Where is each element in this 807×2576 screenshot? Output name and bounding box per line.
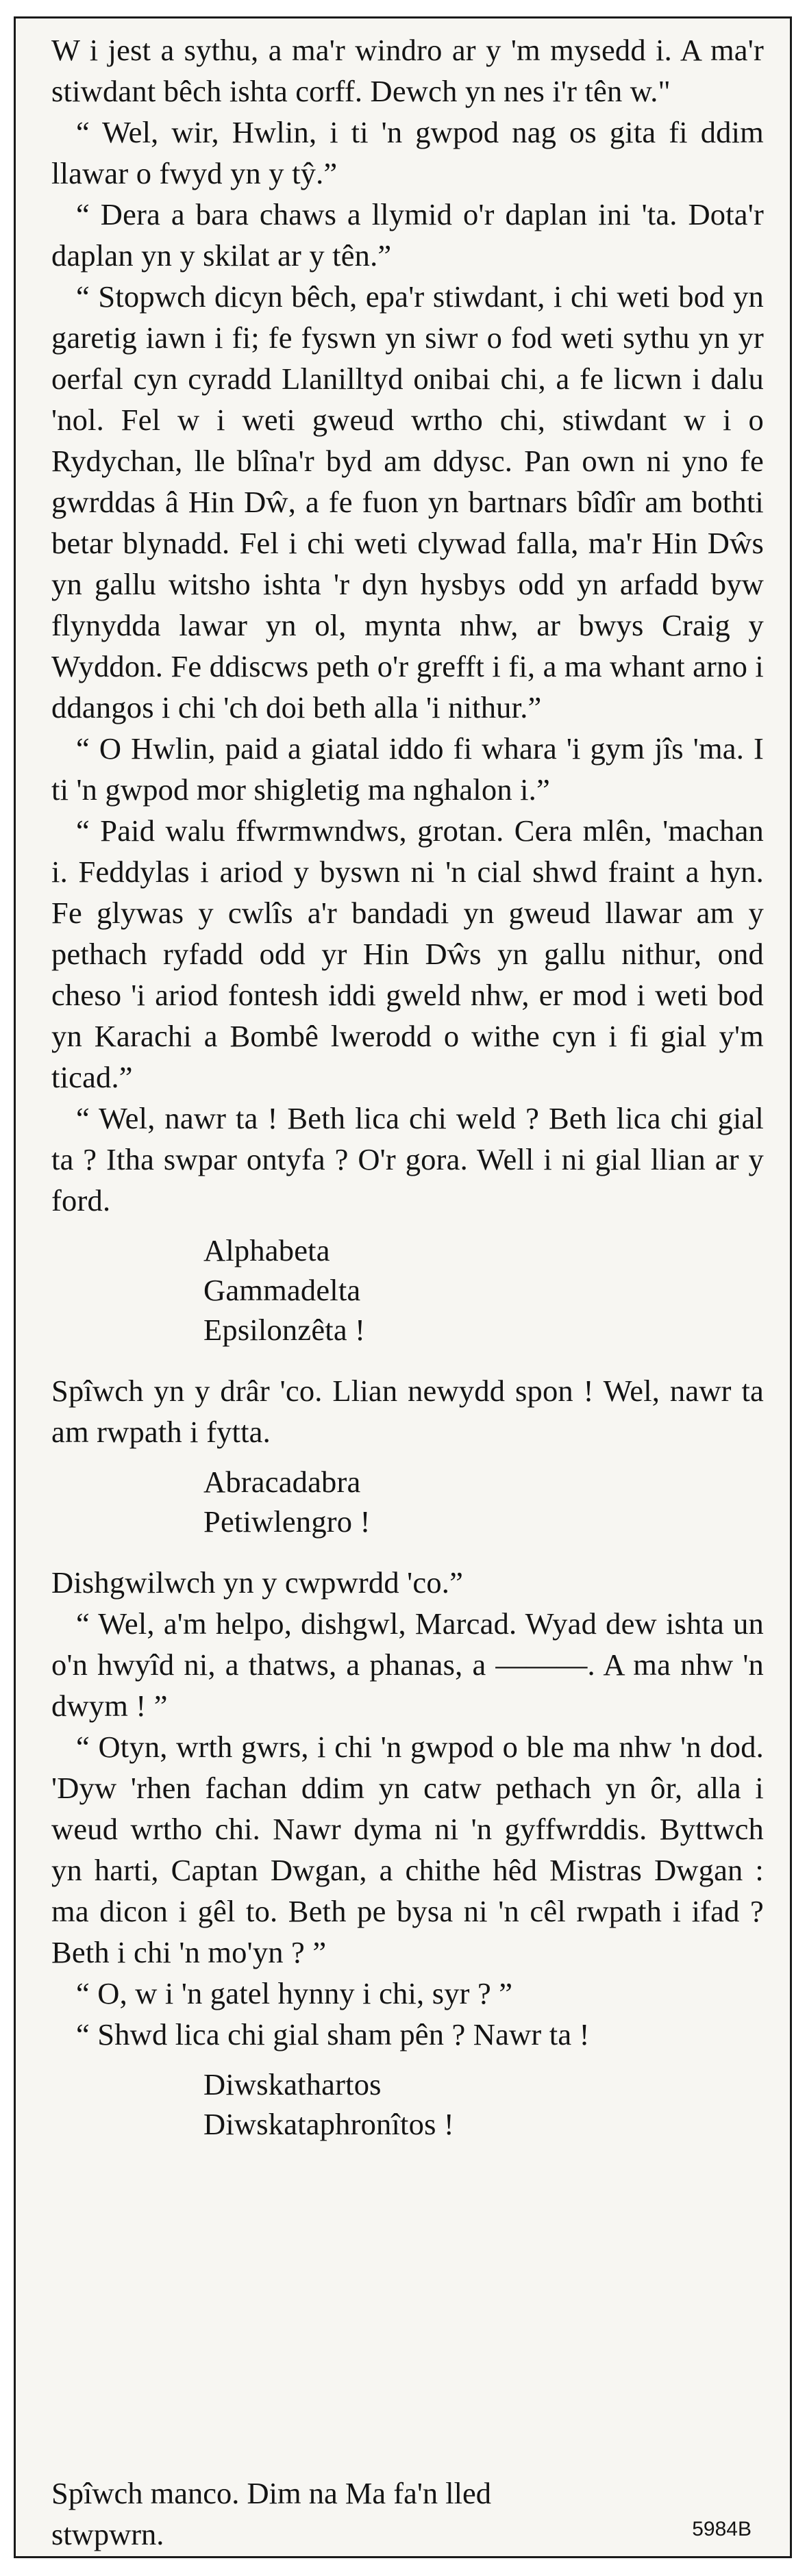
- paragraph: Spîwch yn y drâr 'co. Llian newydd spon ! Wel, nawr ta am rwpath i fytta.: [51, 1374, 764, 1449]
- paragraph: “ Paid walu ffwrmwndws, grotan. Cera mlên, 'machan i. Feddylas i ariod y byswn ni 'n cial shwd fraint a hyn. Fe glywas y cwlîs a'r bandadi yn gweud llawar am y pethach ryfadd odd yr Hin Dŵs yn gallu nithur, ond cheso 'i ariod fontesh iddi gweld nhw, er mod i weti bod yn Karachi a Bombê lwerodd o withe cyn i fi gial y'm ticad.”: [51, 813, 764, 1094]
- paragraph: “ Wel, nawr ta ! Beth lica chi weld ? Beth lica chi gial ta ? Itha swpar ontyfa ? O'r gora. Well i ni gial llian ar y ford.: [51, 1101, 764, 1217]
- paragraph: “ Otyn, wrth gwrs, i chi 'n gwpod o ble ma nhw 'n dod. 'Dyw 'rhen fachan ddim yn catw pethach yn ôr, alla i weud wrtho chi. Nawr dyma ni 'n gyffwrddis. Byttwch yn harti, Captan Dwgan, a chithe hêd Mistras Dwgan : ma dicon i gêl to. Beth pe bysa ni 'n cêl rwpath i ifad ? Beth i chi 'n mo'yn ? ”: [51, 1730, 764, 1969]
- incantation-line: Gammadelta: [203, 1273, 361, 1307]
- paragraph: “ Shwd lica chi gial sham pên ? Nawr ta !: [76, 2017, 590, 2051]
- newspaper-clipping: [14, 16, 792, 2558]
- incantation-line: Alphabeta: [203, 1233, 330, 1267]
- incantation: [51, 2064, 764, 2144]
- incantation: [51, 1230, 764, 1350]
- incantation-line: Epsilonzêta !: [203, 1313, 366, 1347]
- paragraph: “ Stopwch dicyn bêch, epa'r stiwdant, i chi weti bod yn garetig iawn i fi; fe fyswn yn siwr o fod weti sythu yn yr oerfal cyn cyradd Llanilltyd onibai chi, a fe licwn i dalu 'nol. Fel w i weti gweud wrtho chi, stiwdant w i o Rydychan, lle blîna'r byd am ddysc. Pan own ni yno fe gwrddas â Hin Dŵ, a fe fuon yn bartnars bîdîr am bothti betar blynadd. Fel i chi weti clywad falla, ma'r Hin Dŵs yn gallu witsho ishta 'r dyn hysbys odd yn arfadd byw flynydda lawar yn ol, mynta nhw, ar bwys Craig y Wyddon. Fe ddiscws peth o'r grefft i fi, a ma whant arno i ddangos i chi 'ch doi beth alla 'i nithur.”: [51, 279, 764, 724]
- paragraph: “ O, w i 'n gatel hynny i chi, syr ? ”: [76, 1976, 513, 2010]
- incantation-line: Petiwlengro !: [203, 1504, 371, 1539]
- footer-text: Spîwch manco. Dim na Ma fa'n lled stwpwrn.: [51, 2476, 491, 2551]
- incantation-line: Diwskathartos: [203, 2067, 382, 2101]
- incantation-line: Abracadabra: [203, 1465, 361, 1499]
- paragraph: “ Wel, wir, Hwlin, i ti 'n gwpod nag os gita fi ddim llawar o fwyd yn y tŷ.”: [51, 115, 764, 190]
- paragraph: Dishgwilwch yn y cwpwrdd 'co.”: [51, 1565, 464, 1600]
- text-column: [51, 29, 764, 2154]
- paragraph: W i jest a sythu, a ma'r windro ar y 'm mysedd i. A ma'r stiwdant bêch ishta corff. Dewch yn nes i'r tên w.": [51, 33, 764, 108]
- incantation: [51, 1462, 764, 1541]
- paragraph: “ Wel, a'm helpo, dishgwl, Marcad. Wyad dew ishta un o'n hwyîd ni, a thatws, a phanas, a ———. A ma nhw 'n dwym ! ”: [51, 1606, 764, 1723]
- footer: [51, 2473, 764, 2555]
- reference-number: 5984B: [692, 2518, 752, 2540]
- incantation-line: Diwskataphronîtos !: [203, 2107, 454, 2141]
- paragraph: “ Dera a bara chaws a llymid o'r daplan ini 'ta. Dota'r daplan yn y skilat ar y tên.”: [51, 197, 764, 273]
- paragraph: “ O Hwlin, paid a giatal iddo fi whara 'i gym jîs 'ma. I ti 'n gwpod mor shigletig ma nghalon i.”: [51, 731, 764, 807]
